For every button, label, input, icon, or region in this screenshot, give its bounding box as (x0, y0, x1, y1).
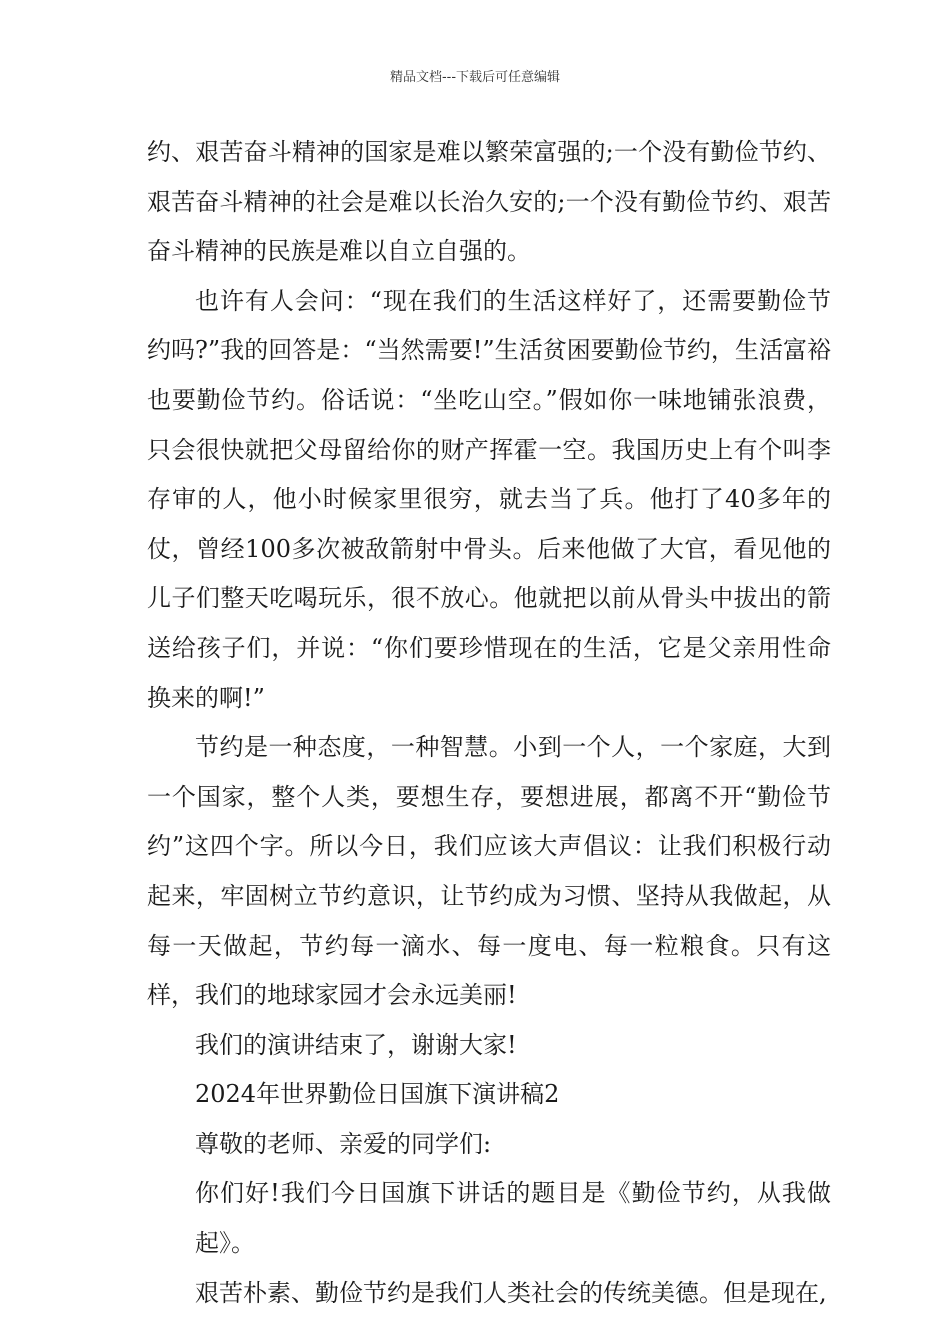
document-body (147, 128, 831, 1318)
paragraph-3: 节约是一种态度，一种智慧。小到一个人，一个家庭，大到一个国家，整个人类，要想生存，要想进展，都离不开“勤俭节约”这四个字。所以今日，我们应该大声倡议：让我们积极行动起来，牢固树立节约意识，让节约成为习惯、坚持从我做起，从每一天做起，节约每一滴水、每一度电、每一粒粮食。只有这样，我们的地球家园才会永远美丽! (147, 733, 831, 1010)
closing-line: 我们的演讲结束了，谢谢大家! (195, 1030, 517, 1059)
section-title: 2024年世界勤俭日国旗下演讲稿2 (195, 1080, 560, 1109)
paragraph-last: 艰苦朴素、勤俭节约是我们人类社会的传统美德。但是现在, (195, 1278, 827, 1307)
salutation: 尊敬的老师、亲爱的同学们: (195, 1129, 492, 1158)
greeting-line: 你们好!我们今日国旗下讲话的题目是《勤俭节约，从我做起》。 (195, 1179, 831, 1258)
paragraph-1: 约、艰苦奋斗精神的国家是难以繁荣富强的;一个没有勤俭节约、艰苦奋斗精神的社会是难以长治久安的;一个没有勤俭节约、艰苦奋斗精神的民族是难以自立自强的。 (147, 138, 831, 266)
page-header: 精品文档---下载后可任意编辑 (389, 70, 561, 85)
paragraph-2: 也许有人会问：“现在我们的生活这样好了，还需要勤俭节约吗?”我的回答是：“当然需要!”生活贫困要勤俭节约，生活富裕也要勤俭节约。俗话说：“坐吃山空。”假如你一味地铺张浪费，只会很快就把父母留给你的财产挥霍一空。我国历史上有个叫李存审的人，他小时候家里很穷，就去当了兵。他打了40多年的仗，曾经100多次被敌箭射中骨头。后来他做了大官，看见他的儿子们整天吃喝玩乐，很不放心。他就把以前从骨头中拔出的箭送给孩子们，并说：“你们要珍惜现在的生活，它是父亲用性命换来的啊!” (147, 286, 831, 712)
